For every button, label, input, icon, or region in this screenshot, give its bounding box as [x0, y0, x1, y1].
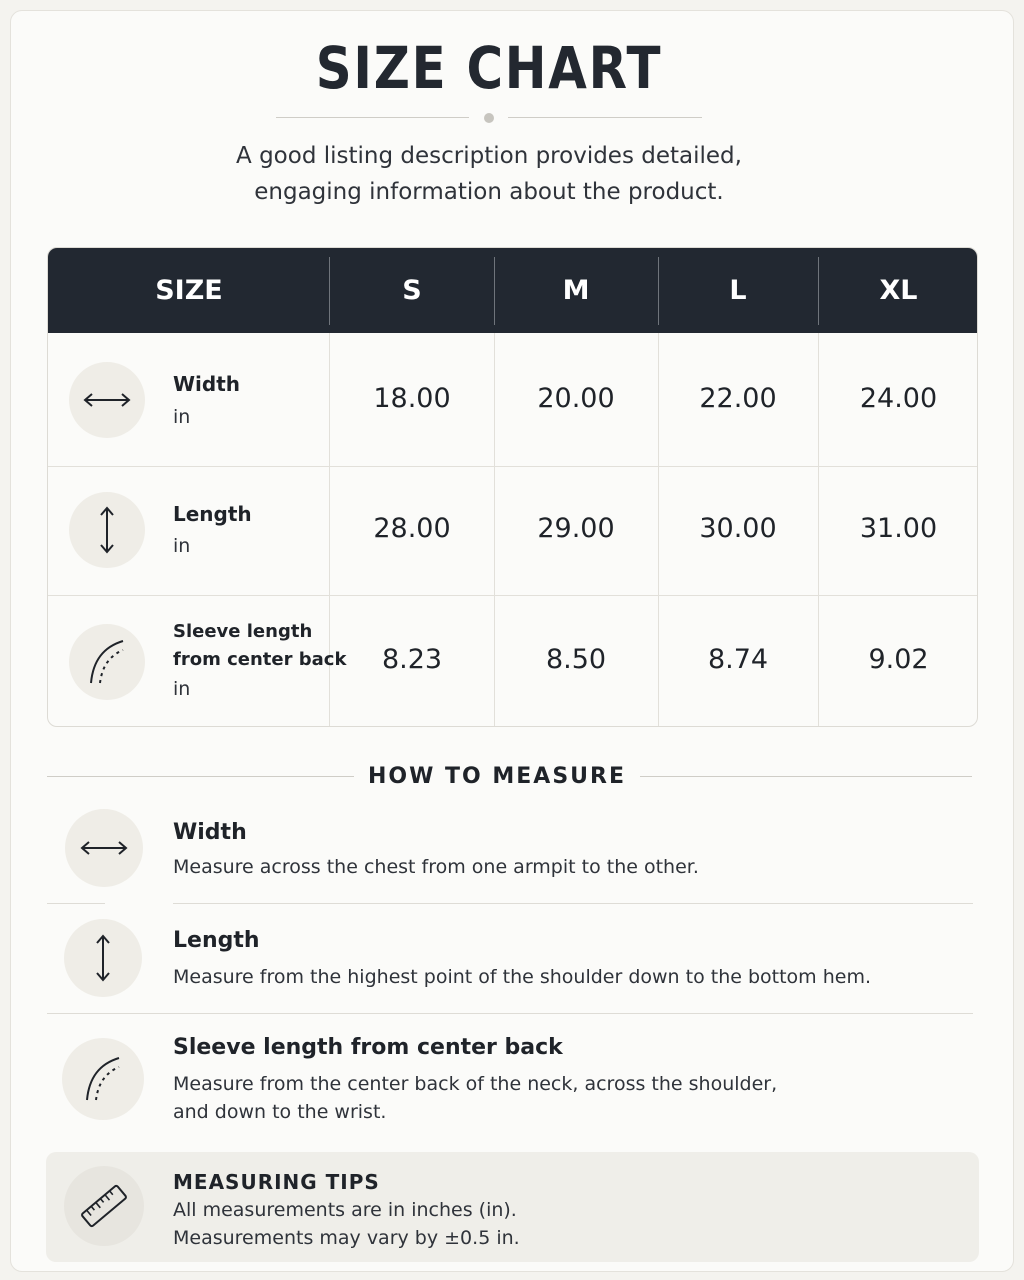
row-unit: in	[173, 406, 191, 428]
measure-desc-sleeve	[173, 1070, 777, 1126]
subtitle-line-1: A good listing description provides detailed,	[236, 143, 742, 169]
cell-length-s: 28.00	[373, 513, 451, 544]
title-divider-right	[508, 117, 702, 118]
cell-width-s: 18.00	[373, 383, 451, 414]
vertical-arrow-icon	[69, 492, 145, 568]
cell-sleeve-l: 8.74	[707, 644, 769, 675]
row-label: Length	[173, 502, 252, 526]
row-unit: in	[173, 678, 191, 700]
header-size: SIZE	[155, 275, 223, 306]
cell-width-xl: 24.00	[859, 383, 938, 414]
item-separator	[173, 903, 973, 904]
subtitle	[0, 138, 978, 210]
header-s: S	[402, 275, 422, 306]
section-divider-left	[47, 776, 354, 777]
cell-length-m: 29.00	[537, 513, 615, 544]
cell-width-m: 20.00	[537, 383, 615, 414]
measure-desc-length: Measure from the highest point of the shoulder down to the bottom hem.	[173, 966, 871, 988]
header-m: M	[562, 275, 590, 306]
measure-title-width: Width	[173, 820, 247, 845]
title-divider-dot	[484, 113, 494, 123]
cell-sleeve-s: 8.23	[381, 644, 443, 675]
header-xl: XL	[879, 275, 918, 306]
vertical-arrow-icon	[64, 919, 142, 997]
measure-title-length: Length	[173, 928, 260, 953]
measure-desc-sleeve-line-1: Measure from the center back of the neck, across the shoulder,	[173, 1073, 778, 1095]
page-title: SIZE CHART	[315, 34, 663, 102]
tips-title: MEASURING TIPS	[173, 1170, 380, 1194]
item-separator	[47, 903, 105, 904]
table-header	[48, 248, 978, 333]
cell-sleeve-xl: 9.02	[868, 644, 929, 675]
section-divider-right	[640, 776, 972, 777]
cell-sleeve-m: 8.50	[545, 644, 607, 675]
cell-length-xl: 31.00	[859, 513, 938, 544]
subtitle-line-2: engaging information about the product.	[254, 179, 724, 205]
measure-desc-sleeve-line-2: and down to the wrist.	[173, 1101, 387, 1123]
row-label: Width	[173, 372, 241, 396]
cell-width-l: 22.00	[699, 383, 777, 414]
row-unit: in	[173, 535, 191, 557]
row-label	[173, 618, 346, 674]
row-label-line-2: from center back	[173, 649, 347, 670]
table-row-length	[48, 466, 978, 595]
sleeve-curve-icon	[69, 624, 145, 700]
section-title-how-to-measure: HOW TO MEASURE	[367, 764, 627, 789]
item-separator	[47, 1013, 973, 1014]
row-label-line-1: Sleeve length	[173, 621, 313, 642]
header-l: L	[729, 275, 747, 306]
measuring-tips-box	[46, 1152, 979, 1262]
sleeve-curve-icon	[62, 1038, 144, 1120]
table-row-sleeve	[48, 595, 978, 727]
table-row-width	[48, 333, 978, 466]
title-divider-left	[276, 117, 469, 118]
horizontal-arrow-icon	[65, 809, 143, 887]
measure-desc-width: Measure across the chest from one armpit to the other.	[173, 856, 699, 878]
tips-line-2: Measurements may vary by ±0.5 in.	[173, 1227, 520, 1249]
cell-length-l: 30.00	[699, 513, 777, 544]
ruler-icon	[64, 1166, 144, 1246]
measure-title-sleeve: Sleeve length from center back	[173, 1035, 563, 1060]
size-table	[47, 247, 978, 727]
tips-line-1: All measurements are in inches (in).	[173, 1199, 517, 1221]
horizontal-arrow-icon	[69, 362, 145, 438]
